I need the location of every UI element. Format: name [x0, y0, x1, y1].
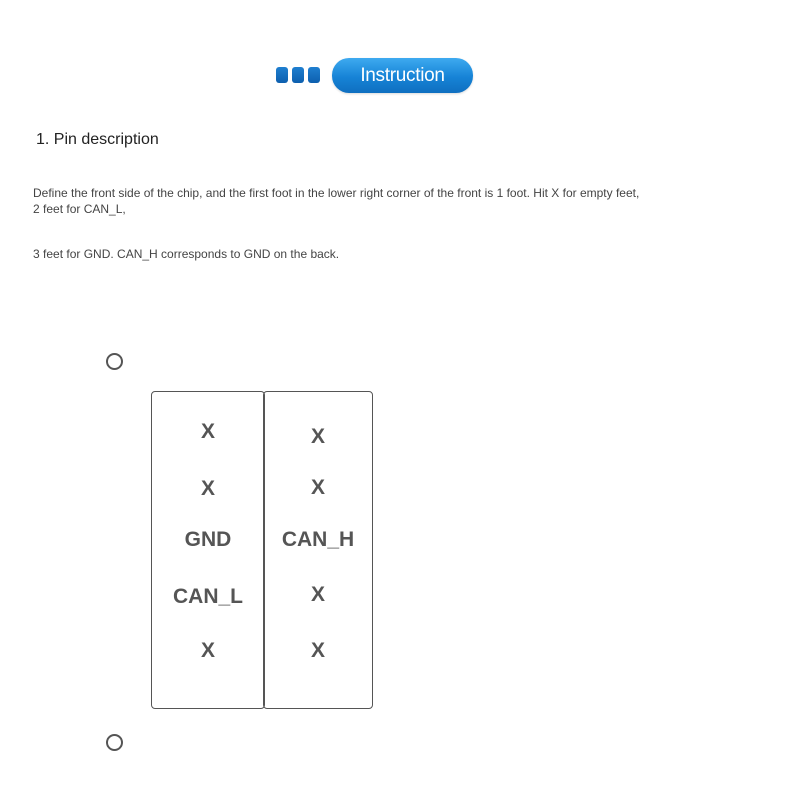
pin-label: X [310, 476, 325, 499]
pin-label: X [310, 639, 325, 662]
pin-label: X [200, 420, 215, 443]
top-mounting-hole-icon [106, 353, 123, 370]
pin-column-right [263, 391, 373, 709]
pin-label: X [200, 477, 215, 500]
description-paragraph-2: 3 feet for GND. CAN_H corresponds to GND on the back. [33, 247, 340, 261]
section-title: 1. Pin description [36, 131, 159, 148]
instruction-badge: Instruction [332, 58, 473, 93]
pin-label: X [310, 425, 325, 448]
bottom-mounting-hole-icon [106, 734, 123, 751]
header-dot [276, 67, 288, 83]
description-line-1: Define the front side of the chip, and the first foot in the lower right corner of the front is 1 foot. Hit X for empty feet, [33, 186, 640, 200]
header-dot [292, 67, 304, 83]
pin-label: CAN_L [172, 585, 243, 608]
pin-label: X [310, 583, 325, 606]
pin-label: GND [184, 528, 232, 551]
pin-column-left [151, 391, 265, 709]
header-dots-icon [276, 67, 320, 83]
description-line-2: 2 feet for CAN_L, [33, 202, 126, 216]
description-paragraph-1 [33, 185, 753, 217]
header-dot [308, 67, 320, 83]
pin-label: CAN_H [281, 528, 355, 551]
pin-label: X [200, 639, 215, 662]
